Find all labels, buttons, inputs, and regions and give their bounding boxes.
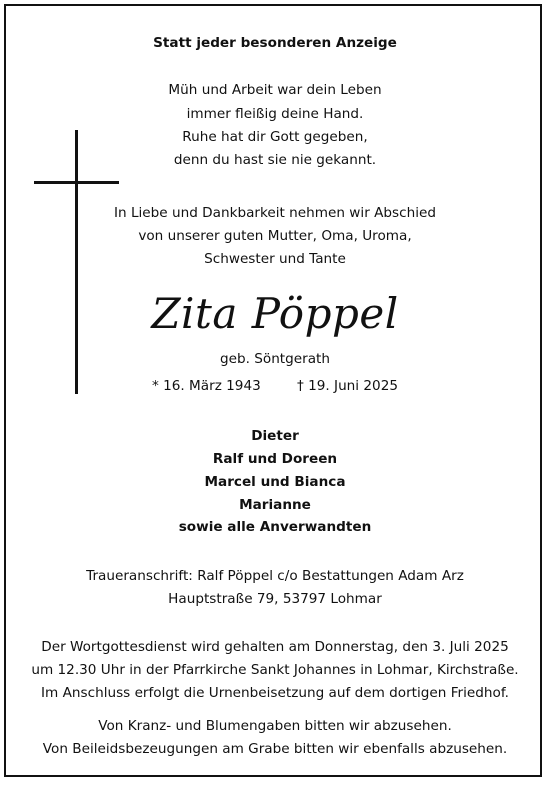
address-line: Traueranschrift: Ralf Pöppel c/o Bestattungen Adam Arz (86, 568, 464, 584)
deceased-name: Zita Pöppel (151, 289, 399, 338)
closing-line: Von Kranz- und Blumengaben bitten wir abzusehen. (98, 718, 452, 734)
mourner-name: Marcel und Bianca (204, 474, 346, 490)
verse-line: immer fleißig deine Hand. (186, 106, 364, 122)
mourner-name: Dieter (251, 428, 299, 444)
mourner-name: Ralf und Doreen (212, 451, 338, 467)
intro-line: Schwester und Tante (204, 251, 346, 267)
death-date: † 19. Juni 2025 (297, 378, 398, 394)
mourner-name: sowie alle Anverwandten (178, 519, 372, 535)
intro-line: In Liebe und Dankbarkeit nehmen wir Abschied (114, 205, 436, 221)
service-line: Der Wortgottesdienst wird gehalten am Donnerstag, den 3. Juli 2025 (41, 639, 509, 655)
verse-line: Müh und Arbeit war dein Leben (168, 82, 382, 98)
header-text: Statt jeder besonderen Anzeige (153, 35, 397, 51)
birth-date: * 16. März 1943 (152, 378, 261, 394)
address-line: Hauptstraße 79, 53797 Lohmar (168, 591, 382, 607)
intro-line: von unserer guten Mutter, Oma, Uroma, (138, 228, 412, 244)
cross-horizontal-beam (34, 181, 119, 184)
service-line: Im Anschluss erfolgt die Urnenbeisetzung auf dem dortigen Friedhof. (41, 685, 509, 701)
verse-line: Ruhe hat dir Gott gegeben, (182, 129, 368, 145)
verse-line: denn du hast sie nie gekannt. (173, 152, 377, 168)
service-line: um 12.30 Uhr in der Pfarrkirche Sankt Johannes in Lohmar, Kirchstraße. (31, 662, 519, 678)
closing-line: Von Beileidsbezeugungen am Grabe bitten wir ebenfalls abzusehen. (42, 741, 508, 757)
birth-name: geb. Söntgerath (219, 351, 330, 367)
mourner-name: Marianne (239, 497, 311, 513)
